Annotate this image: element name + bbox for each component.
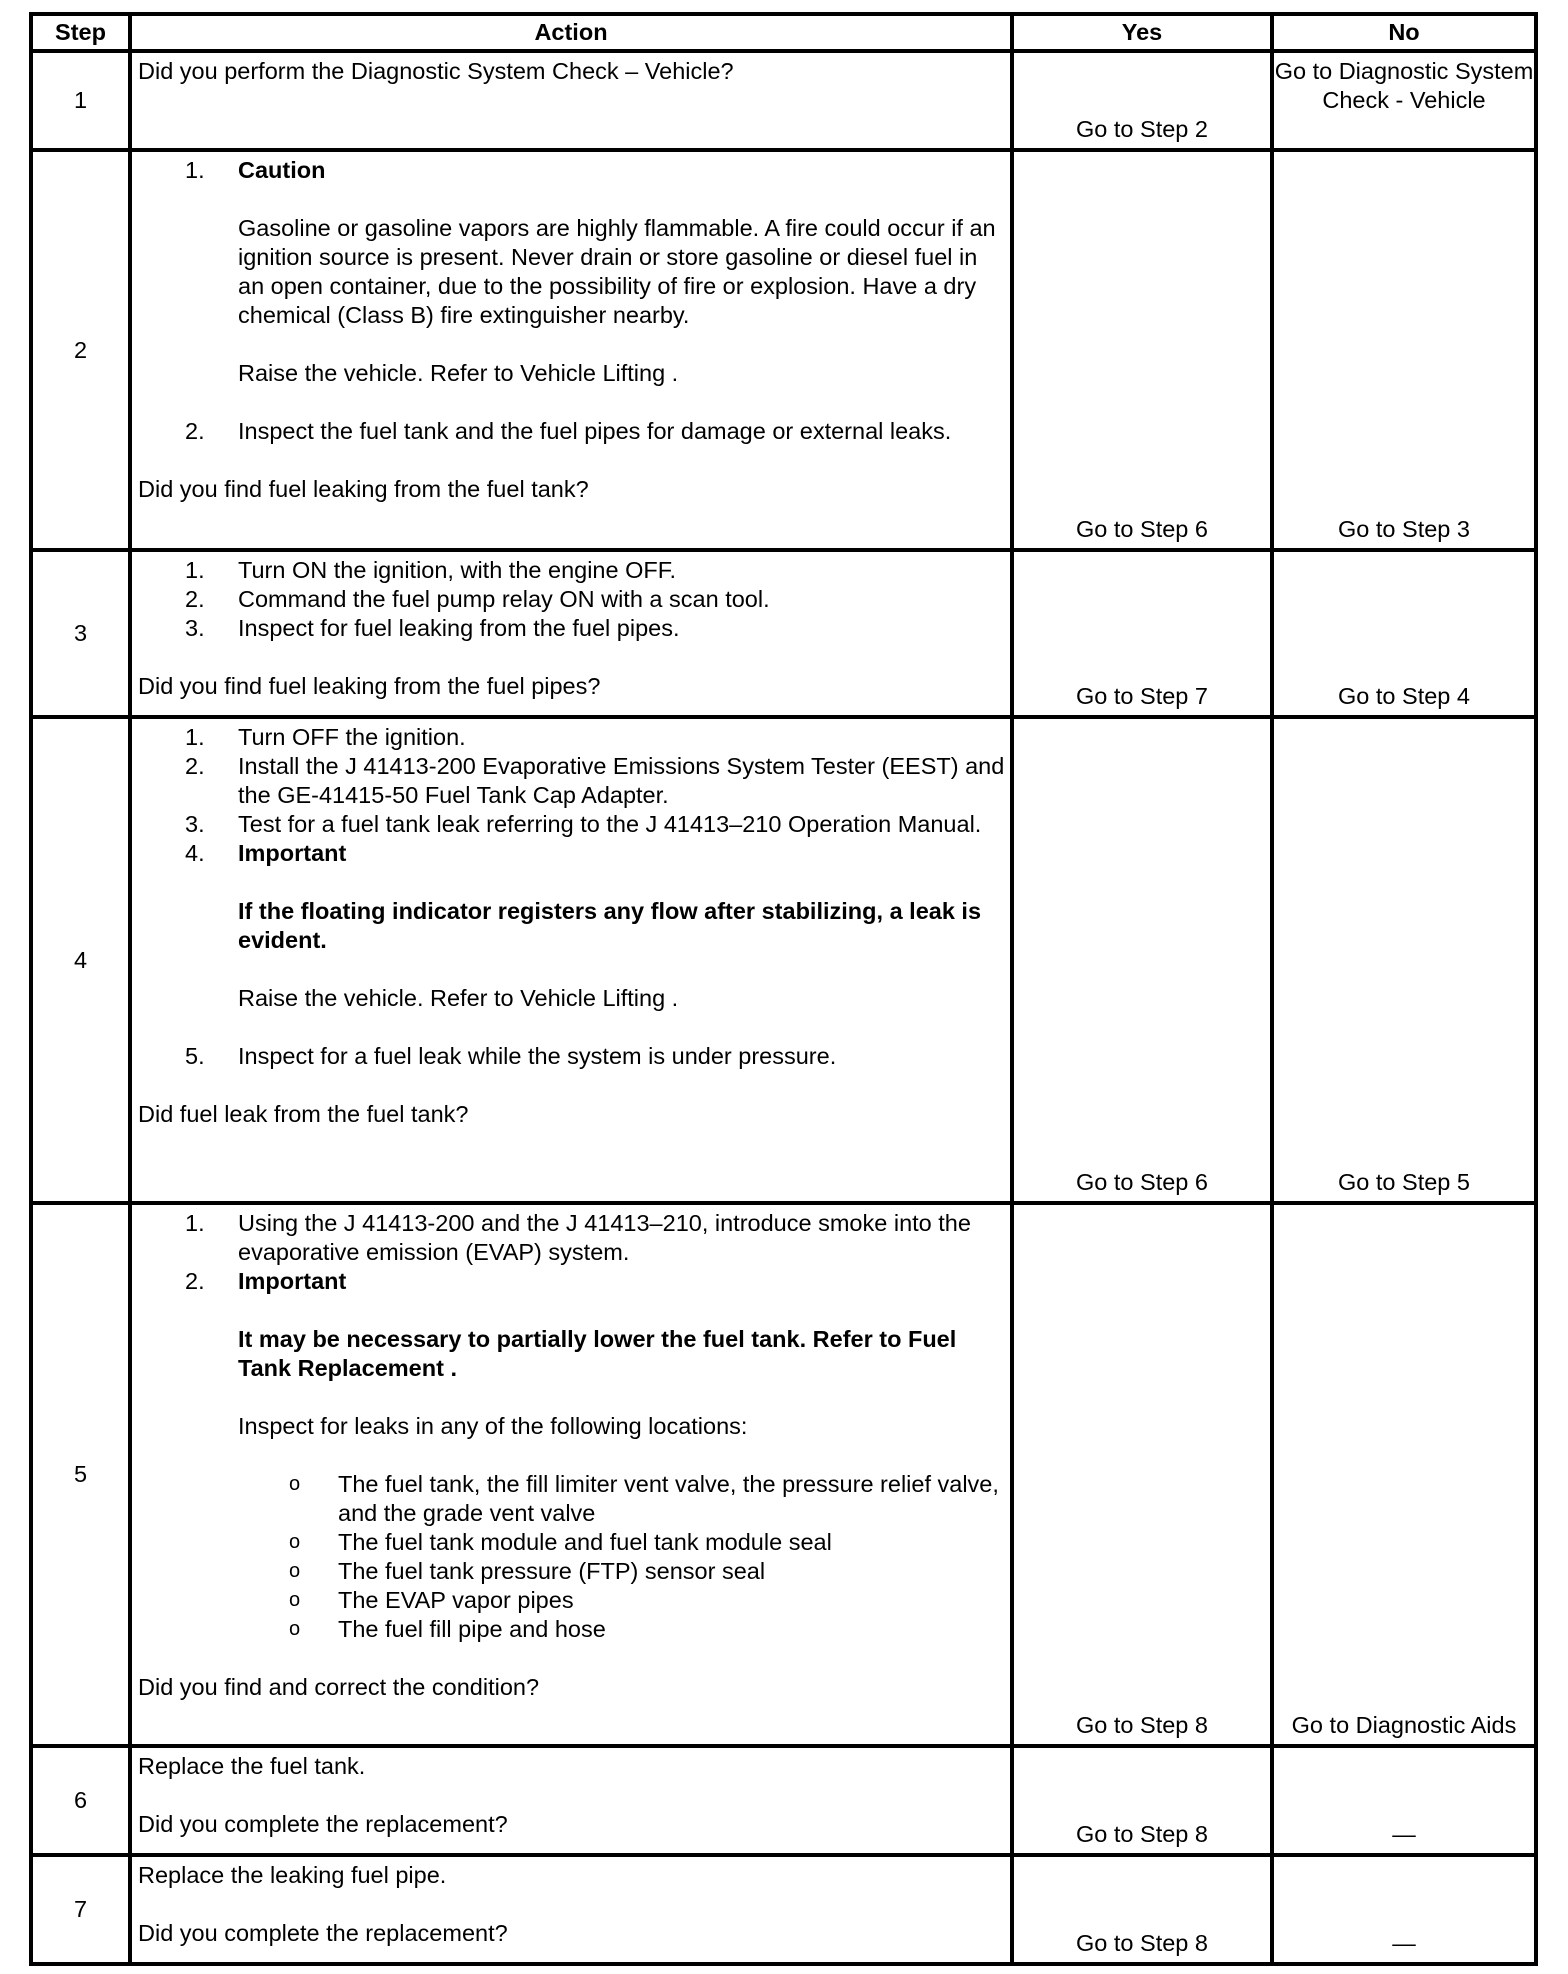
- item-number: 1.: [185, 557, 205, 583]
- item-text: Install the J 41413-200 Evaporative Emissions System Tester (EEST) and the GE-41415-50 Fuel Tank Cap Adapter.: [238, 753, 1005, 808]
- action-item: [138, 556, 1006, 585]
- yes-cell: [1012, 1855, 1272, 1964]
- action-item: [138, 723, 1006, 752]
- item-number: 2.: [185, 586, 205, 612]
- yes-answer: Go to Step 6: [1076, 1169, 1208, 1195]
- action-steps: [138, 1209, 1006, 1644]
- no-answer: Go to Step 4: [1338, 683, 1470, 709]
- action-item: [138, 585, 1006, 614]
- no-answer: Go to Step 5: [1338, 1169, 1470, 1195]
- bullet-icon: o: [289, 1531, 301, 1553]
- step-question: Did fuel leak from the fuel tank?: [138, 1101, 469, 1127]
- list-item-text: The fuel tank, the fill limiter vent valve, the pressure relief valve, and the grade vent valve: [338, 1471, 999, 1526]
- action-steps: [138, 723, 1006, 1071]
- item-number: 2.: [185, 1268, 205, 1294]
- diagnostic-table: [29, 12, 1538, 1966]
- action-cell: [130, 717, 1012, 1203]
- list-item-text: The fuel fill pipe and hose: [338, 1616, 606, 1642]
- action-item: [138, 1042, 1006, 1071]
- item-number: 2.: [185, 418, 205, 444]
- action-item: [138, 1267, 1006, 1644]
- action-item: [138, 839, 1006, 1013]
- action-cell: [130, 1203, 1012, 1746]
- item-heading: Important: [238, 1268, 347, 1294]
- item-bold-text: It may be necessary to partially lower the fuel tank. Refer to Fuel Tank Replacement .: [238, 1326, 957, 1381]
- no-answer: Go to Diagnostic System Check - Vehicle: [1274, 58, 1534, 113]
- item-heading: Important: [238, 840, 347, 866]
- item-text: Gasoline or gasoline vapors are highly flammable. A fire could occur if an ignition source is present. Never drain or store gasoline or diesel fuel in an open container, due to the possibility of fire or explosion. Have a dry chemical (Class B) fire extinguisher nearby.: [238, 215, 996, 328]
- yes-cell: [1012, 717, 1272, 1203]
- step-question: Did you perform the Diagnostic System Check – Vehicle?: [138, 58, 734, 84]
- list-item: [238, 1470, 1006, 1528]
- no-cell: [1272, 550, 1536, 717]
- yes-answer: Go to Step 2: [1076, 116, 1208, 142]
- header-no: No: [1272, 14, 1536, 51]
- item-text: Using the J 41413-200 and the J 41413–210, introduce smoke into the evaporative emission (EVAP) system.: [238, 1210, 971, 1265]
- action-cell: [130, 1855, 1012, 1964]
- action-steps: [138, 556, 1006, 643]
- step-number: 1: [31, 51, 130, 150]
- action-cell: [130, 1746, 1012, 1855]
- item-text: Inspect the fuel tank and the fuel pipes for damage or external leaks.: [238, 418, 952, 444]
- yes-cell: [1012, 1203, 1272, 1746]
- diagnostic-table-sheet: [29, 12, 1534, 1966]
- step-question: Did you find and correct the condition?: [138, 1674, 540, 1700]
- no-cell: [1272, 1203, 1536, 1746]
- no-cell: [1272, 1855, 1536, 1964]
- yes-answer: Go to Step 8: [1076, 1712, 1208, 1738]
- header-step: Step: [31, 14, 130, 51]
- list-item: [238, 1586, 1006, 1615]
- item-text: Test for a fuel tank leak referring to the J 41413–210 Operation Manual.: [238, 811, 982, 837]
- bullet-icon: o: [289, 1589, 301, 1611]
- header-action: Action: [130, 14, 1012, 51]
- header-yes: Yes: [1012, 14, 1272, 51]
- item-number: 3.: [185, 615, 205, 641]
- item-heading: Caution: [238, 157, 326, 183]
- no-cell: [1272, 717, 1536, 1203]
- step-number: 4: [31, 717, 130, 1203]
- item-text: Inspect for a fuel leak while the system is under pressure.: [238, 1043, 837, 1069]
- item-text: Command the fuel pump relay ON with a scan tool.: [238, 586, 770, 612]
- yes-cell: [1012, 550, 1272, 717]
- yes-answer: Go to Step 8: [1076, 1930, 1208, 1956]
- step-number: 7: [31, 1855, 130, 1964]
- action-item: [138, 417, 1006, 446]
- yes-answer: Go to Step 6: [1076, 516, 1208, 542]
- step-text: Replace the fuel tank.: [138, 1753, 366, 1779]
- item-number: 4.: [185, 840, 205, 866]
- item-number: 1.: [185, 724, 205, 750]
- action-cell: [130, 550, 1012, 717]
- table-row: [31, 150, 1536, 550]
- item-text: Turn ON the ignition, with the engine OFF.: [238, 557, 677, 583]
- yes-cell: [1012, 1746, 1272, 1855]
- yes-answer: Go to Step 7: [1076, 683, 1208, 709]
- action-cell: [130, 51, 1012, 150]
- item-text: Inspect for fuel leaking from the fuel pipes.: [238, 615, 680, 641]
- step-number: 6: [31, 1746, 130, 1855]
- no-cell: [1272, 150, 1536, 550]
- step-text: Replace the leaking fuel pipe.: [138, 1862, 447, 1888]
- item-number: 1.: [185, 1210, 205, 1236]
- yes-cell: [1012, 150, 1272, 550]
- no-answer: Go to Step 3: [1338, 516, 1470, 542]
- no-answer: —: [1392, 1821, 1416, 1847]
- yes-cell: [1012, 51, 1272, 150]
- no-cell: [1272, 1746, 1536, 1855]
- step-question: Did you find fuel leaking from the fuel tank?: [138, 476, 589, 502]
- item-number: 3.: [185, 811, 205, 837]
- action-steps: [138, 156, 1006, 446]
- list-item: [238, 1528, 1006, 1557]
- list-item-text: The fuel tank module and fuel tank module seal: [338, 1529, 832, 1555]
- step-question: Did you find fuel leaking from the fuel pipes?: [138, 673, 601, 699]
- action-item: [138, 1209, 1006, 1267]
- bullet-icon: o: [289, 1560, 301, 1582]
- no-answer: Go to Diagnostic Aids: [1291, 1712, 1517, 1738]
- step-number: 3: [31, 550, 130, 717]
- list-item-text: The fuel tank pressure (FTP) sensor seal: [338, 1558, 766, 1584]
- action-item: [138, 156, 1006, 388]
- table-row: [31, 717, 1536, 1203]
- item-bold-text: If the floating indicator registers any flow after stabilizing, a leak is evident.: [238, 898, 982, 953]
- item-number: 5.: [185, 1043, 205, 1069]
- list-item-text: The EVAP vapor pipes: [338, 1587, 574, 1613]
- item-number: 1.: [185, 157, 205, 183]
- item-followup: Raise the vehicle. Refer to Vehicle Lifting .: [238, 985, 679, 1011]
- action-item: [138, 614, 1006, 643]
- step-question: Did you complete the replacement?: [138, 1920, 508, 1946]
- table-row: [31, 1203, 1536, 1746]
- item-text: Turn OFF the ignition.: [238, 724, 466, 750]
- location-list: [238, 1470, 1006, 1644]
- list-item: [238, 1615, 1006, 1644]
- no-answer: —: [1392, 1930, 1416, 1956]
- step-number: 5: [31, 1203, 130, 1746]
- table-row: [31, 51, 1536, 150]
- action-item: [138, 752, 1006, 810]
- list-item: [238, 1557, 1006, 1586]
- bullet-icon: o: [289, 1618, 301, 1640]
- no-cell: [1272, 51, 1536, 150]
- item-number: 2.: [185, 753, 205, 779]
- bullet-icon: o: [289, 1473, 301, 1495]
- item-followup: Raise the vehicle. Refer to Vehicle Lifting .: [238, 360, 679, 386]
- table-row: [31, 1855, 1536, 1964]
- yes-answer: Go to Step 8: [1076, 1821, 1208, 1847]
- table-row: [31, 550, 1536, 717]
- action-item: [138, 810, 1006, 839]
- header-row: [31, 14, 1536, 51]
- step-number: 2: [31, 150, 130, 550]
- item-followup: Inspect for leaks in any of the following locations:: [238, 1413, 748, 1439]
- table-row: [31, 1746, 1536, 1855]
- step-question: Did you complete the replacement?: [138, 1811, 508, 1837]
- action-cell: [130, 150, 1012, 550]
